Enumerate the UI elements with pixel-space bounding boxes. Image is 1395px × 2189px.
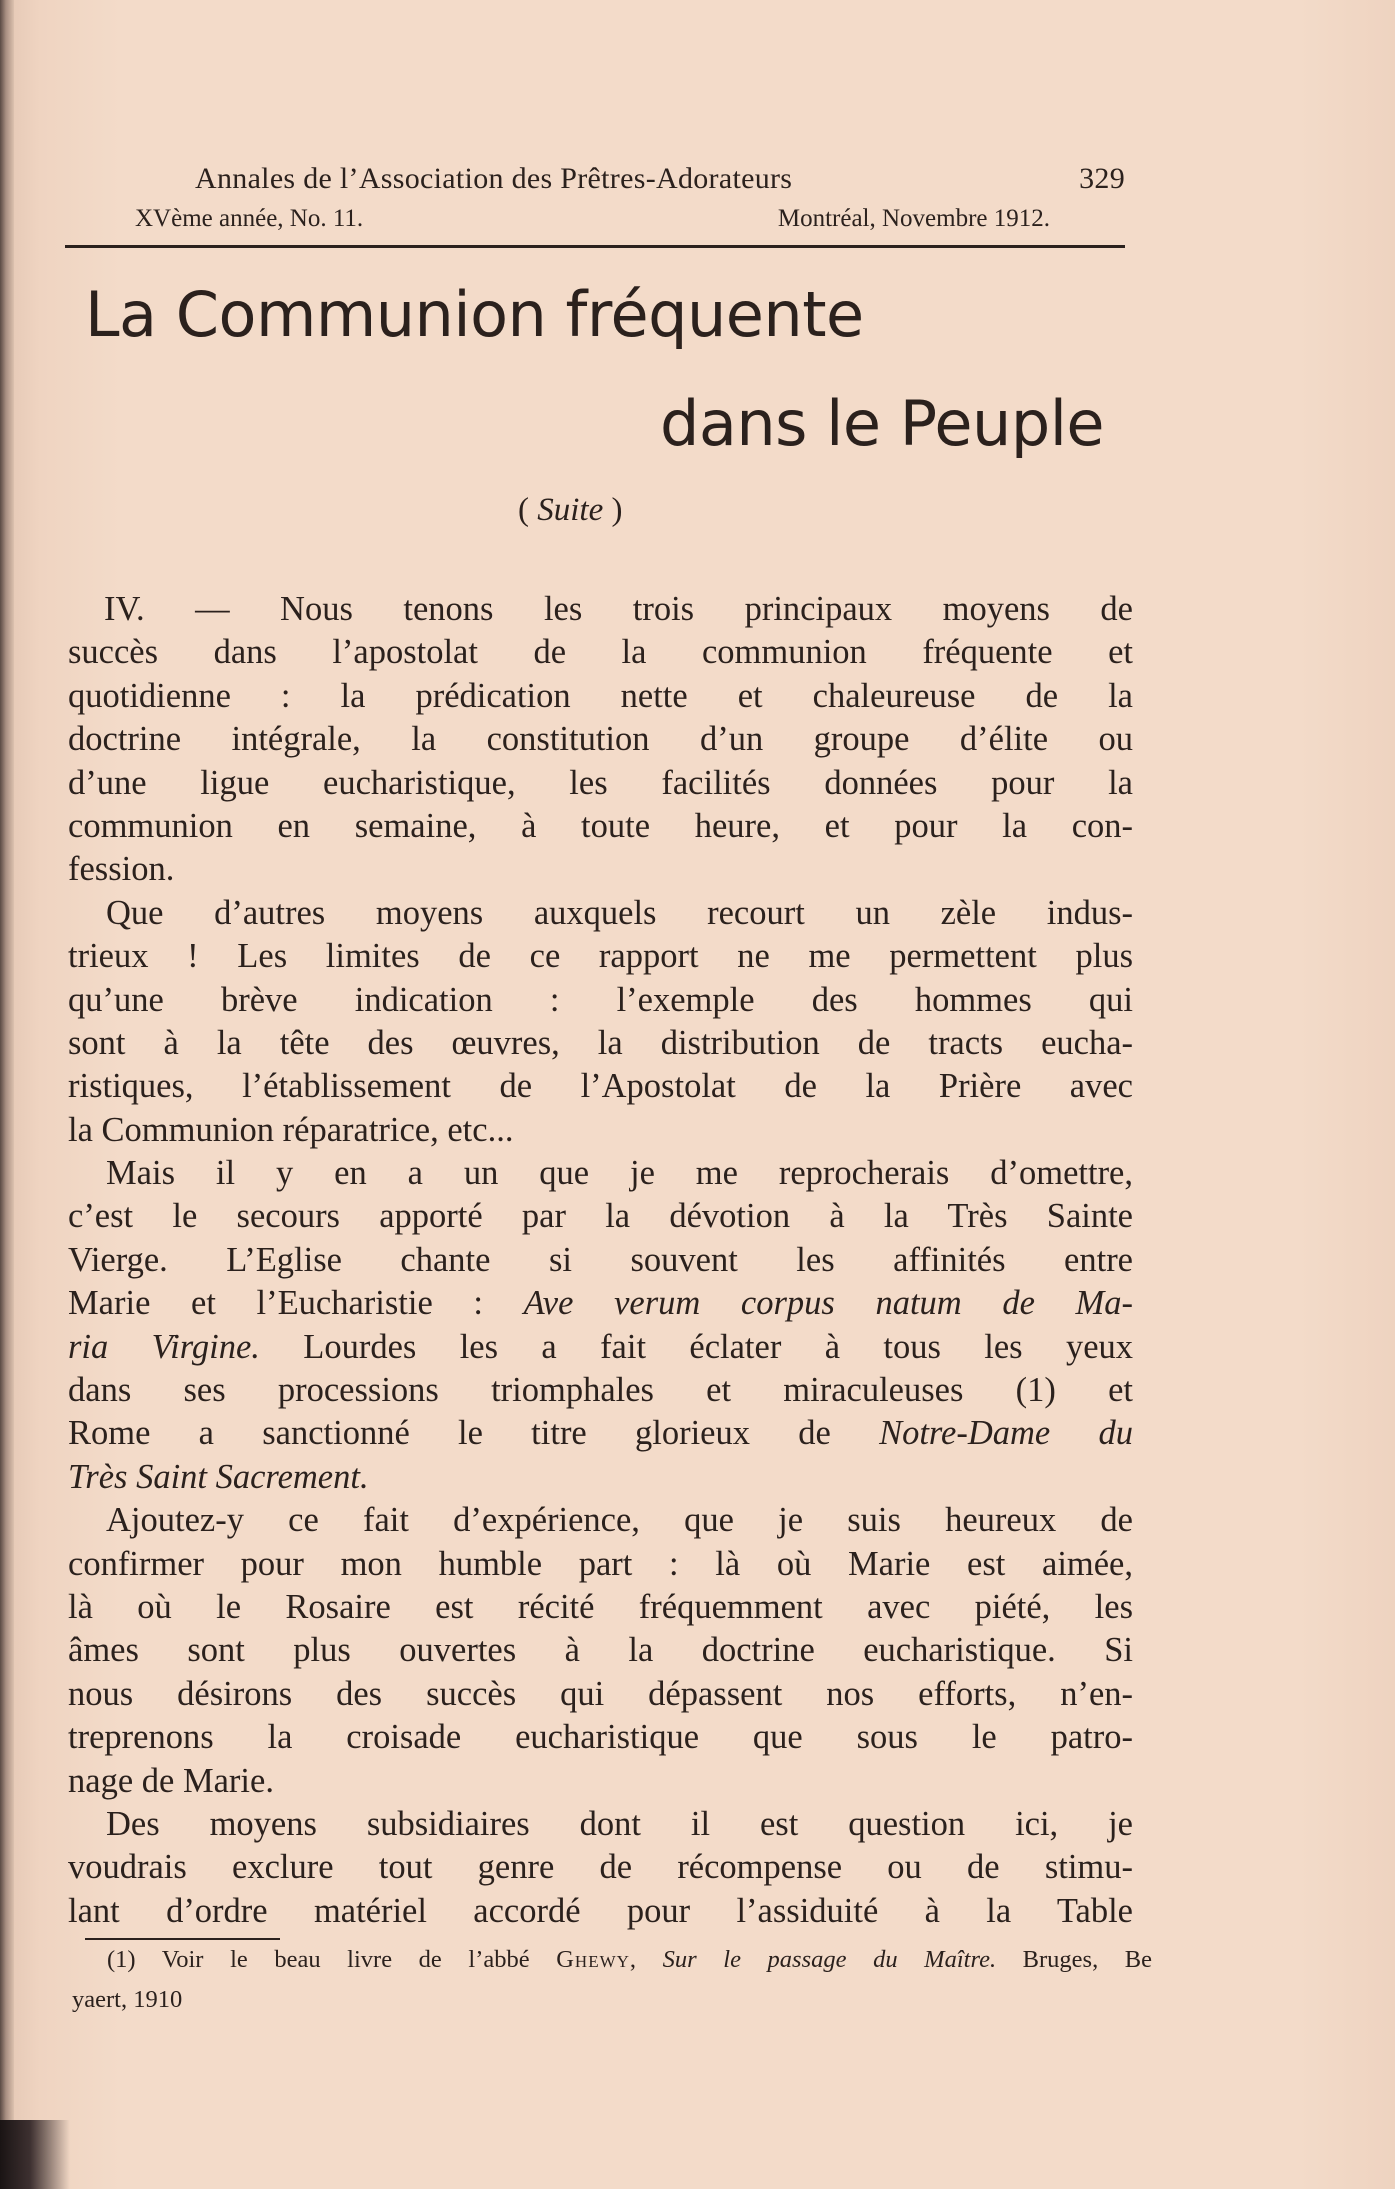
body-line: IV. — Nous tenons les trois principaux moyens de: [104, 590, 1133, 628]
footnote-prefix: (1) Voir le beau livre de l’abbé: [107, 1946, 557, 1973]
footnote-author: Ghewy: [556, 1946, 630, 1973]
body-line: Très Saint Sacrement.: [68, 1457, 369, 1496]
body-line: [68, 1326, 1133, 1369]
running-header: [195, 162, 1125, 202]
journal-title: Annales de l’Association des Prêtres-Adorateurs: [195, 162, 793, 195]
body-line: voudrais exclure tout genre de récompense ou de stimu-: [68, 1848, 1133, 1887]
body-line: Vierge. L’Eglise chante si souvent les affinités entre: [68, 1240, 1133, 1279]
place-date: Montréal, Novembre 1912.: [777, 205, 1050, 232]
issue-number: XVème année, No. 11.: [135, 205, 364, 232]
page-number: 329: [1079, 162, 1125, 195]
footnote: [72, 1940, 1152, 2020]
body-line: [68, 1412, 1133, 1455]
body-line: Ajoutez-y ce fait d’expérience, que je suis heureux de: [106, 1501, 1133, 1540]
body-line: Mais il y en a un que je me reprocherais d’omettre,: [106, 1154, 1133, 1193]
body-line: Que d’autres moyens auxquels recourt un zèle indus-: [106, 893, 1133, 932]
body-line: [68, 1282, 1133, 1325]
body-line: treprenons la croisade eucharistique que sous le patro-: [68, 1718, 1133, 1757]
body-line: succès dans l’apostolat de la communion fréquente et: [68, 633, 1133, 672]
body-line: quotidienne : la prédication nette et chaleureuse de la: [68, 676, 1133, 715]
footnote-book: Sur le passage du Maître.: [662, 1946, 997, 1973]
body-line-part: Lourdes les a fait éclater à tous les yeux: [259, 1327, 1134, 1366]
body-line: âmes sont plus ouvertes à la doctrine eucharistique. Si: [68, 1631, 1133, 1670]
footnote-comma: ,: [629, 1946, 663, 1973]
body-line: fession.: [68, 850, 175, 889]
body-line: communion en semaine, à toute heure, et pour la con-: [68, 806, 1133, 845]
title-reference: Notre-Dame du: [879, 1414, 1134, 1453]
subtitle-close-paren: ): [603, 492, 623, 528]
footnote-line: [72, 1940, 1152, 1980]
subtitle-open-paren: (: [518, 492, 538, 528]
article-title-line-2: dans le Peuple: [660, 387, 1105, 460]
body-line: lant d’ordre matériel accordé pour l’assiduité à la Table: [68, 1891, 1133, 1930]
latin-quote-end: ria Virgine.: [68, 1327, 260, 1366]
article-subtitle: [518, 492, 622, 529]
body-line: Des moyens subsidiaires dont il est question ici, je: [106, 1804, 1133, 1843]
latin-quote: Ave verum corpus natum de Ma-: [523, 1284, 1134, 1323]
body-line: confirmer pour mon humble part : là où Marie est aimée,: [68, 1544, 1133, 1583]
footnote-after: Bruges, Be: [996, 1946, 1153, 1973]
article-title-line-1: La Communion fréquente: [85, 278, 864, 351]
body-line: ristiques, l’établissement de l’Apostolat de la Prière avec: [68, 1067, 1133, 1106]
body-line: c’est le secours apporté par la dévotion à la Très Sainte: [68, 1197, 1133, 1236]
body-line: dans ses processions triomphales et miraculeuses (1) et: [68, 1371, 1133, 1410]
book-spine-corner-shadow: [0, 2120, 70, 2189]
body-line: sont à la tête des œuvres, la distribution de tracts eucha-: [68, 1023, 1133, 1062]
body-line: nage de Marie.: [68, 1761, 274, 1800]
footnote-line: yaert, 1910: [72, 1986, 183, 2013]
body-line: la Communion réparatrice, etc...: [68, 1110, 514, 1149]
book-spine-shadow: [0, 0, 14, 2189]
body-line-part: Marie et l’Eucharistie :: [68, 1284, 524, 1323]
body-line: doctrine intégrale, la constitution d’un groupe d’élite ou: [68, 720, 1133, 759]
subtitle-text: Suite: [537, 492, 604, 528]
body-line: d’une ligue eucharistique, les facilités données pour la: [68, 763, 1133, 802]
article-body: [68, 588, 1133, 1933]
issue-line: [135, 205, 1050, 239]
body-line-part: Rome a sanctionné le titre glorieux de: [68, 1414, 880, 1453]
body-line: qu’une brève indication : l’exemple des hommes qui: [68, 980, 1133, 1019]
body-line: là où le Rosaire est récité fréquemment avec piété, les: [68, 1587, 1133, 1626]
body-line: trieux ! Les limites de ce rapport ne me permettent plus: [68, 937, 1133, 976]
body-line: nous désirons des succès qui dépassent nos efforts, n’en-: [68, 1674, 1133, 1713]
header-divider: [65, 245, 1125, 248]
